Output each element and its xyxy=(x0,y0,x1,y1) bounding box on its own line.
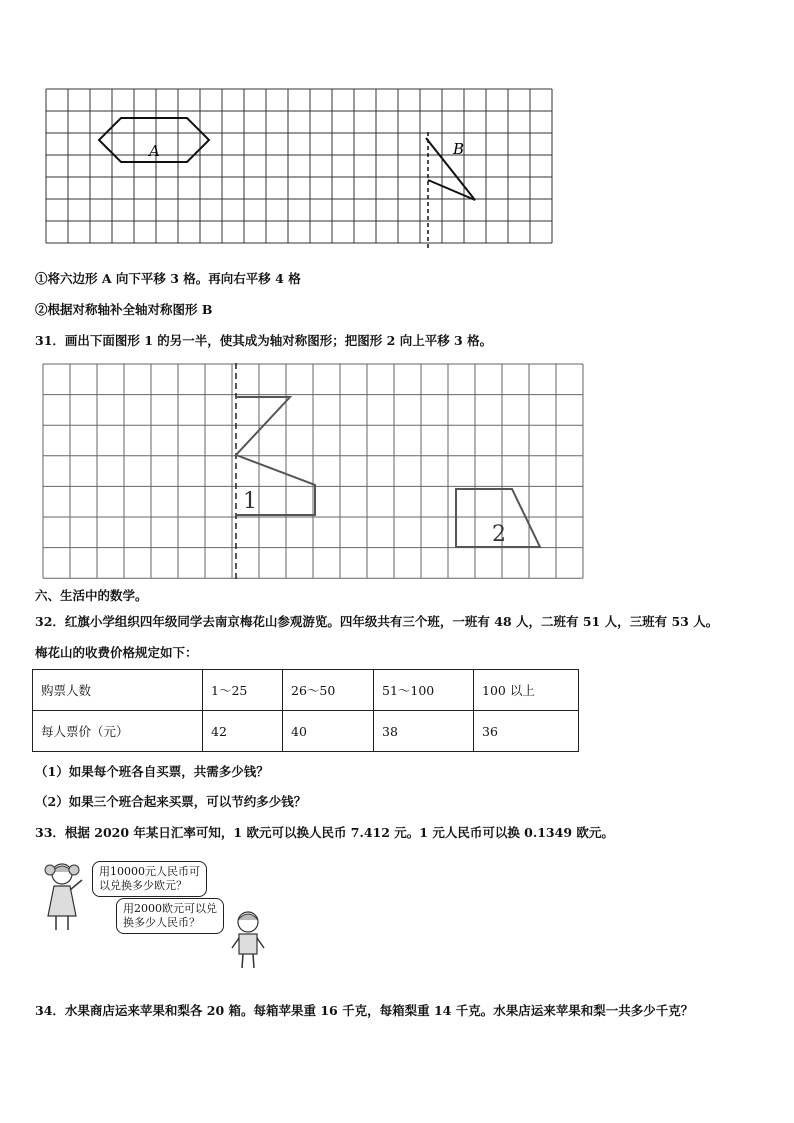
q32-price-intro: 梅花山的收费价格规定如下： xyxy=(35,645,198,660)
girl-illustration xyxy=(40,858,100,938)
label-figure-2: 2 xyxy=(492,522,506,547)
speech-bubble-girl xyxy=(92,861,207,897)
q34-text: 34．水果商店运来苹果和梨各 20 箱。每箱苹果重 16 千克，每箱梨重 14 千克。水果店运来苹果和梨一共多少千克？ xyxy=(35,1003,694,1018)
q32-text: 32．红旗小学组织四年级同学去南京梅花山参观游览。四年级共有三个班，一班有 48 人，二班有 51 人，三班有 53 人。 xyxy=(35,614,719,629)
table-cell: 42 xyxy=(203,711,283,752)
q32-sub-1: （1）如果每个班各自买票，共需多少钱？ xyxy=(35,764,269,779)
section-6-title: 六、生活中的数学。 xyxy=(35,588,148,603)
table-cell: 每人票价（元） xyxy=(33,711,203,752)
table-cell: 100 以上 xyxy=(474,670,579,711)
bubble-boy-line-1: 用2000欧元可以兑 xyxy=(123,902,217,915)
bubble-girl-line-2: 以兑换多少欧元？ xyxy=(99,879,187,892)
table-cell: 26～50 xyxy=(283,670,374,711)
label-b: B xyxy=(453,140,465,158)
speech-bubble-boy xyxy=(116,898,224,934)
grid-figure-ab xyxy=(45,88,555,250)
grid-figure-12 xyxy=(42,363,604,581)
boy-illustration xyxy=(226,908,270,972)
table-row xyxy=(33,670,579,711)
bubble-girl-line-1: 用10000元人民币可 xyxy=(99,865,200,878)
q32-sub-2: （2）如果三个班合起来买票，可以节约多少钱？ xyxy=(35,794,307,809)
table-cell: 购票人数 xyxy=(33,670,203,711)
table-cell: 36 xyxy=(474,711,579,752)
label-figure-1: 1 xyxy=(243,489,257,514)
q33-text: 33．根据 2020 年某日汇率可知，1 欧元可以换人民币 7.412 元。1 元人民币可以换 0.1349 欧元。 xyxy=(35,825,614,840)
table-cell: 40 xyxy=(283,711,374,752)
table-cell: 1～25 xyxy=(203,670,283,711)
table-row xyxy=(33,711,579,752)
price-table xyxy=(32,669,579,752)
label-a: A xyxy=(149,142,160,160)
table-cell: 38 xyxy=(374,711,474,752)
q30-item-2: ②根据对称轴补全轴对称图形 B xyxy=(35,302,213,317)
q30-item-1: ①将六边形 A 向下平移 3 格。再向右平移 4 格 xyxy=(35,271,301,286)
bubble-boy-line-2: 换多少人民币？ xyxy=(123,916,200,929)
table-cell: 51～100 xyxy=(374,670,474,711)
q31-text: 31．画出下面图形 1 的另一半，使其成为轴对称图形；把图形 2 向上平移 3 格。 xyxy=(35,333,493,348)
half-figure-b xyxy=(426,138,475,200)
